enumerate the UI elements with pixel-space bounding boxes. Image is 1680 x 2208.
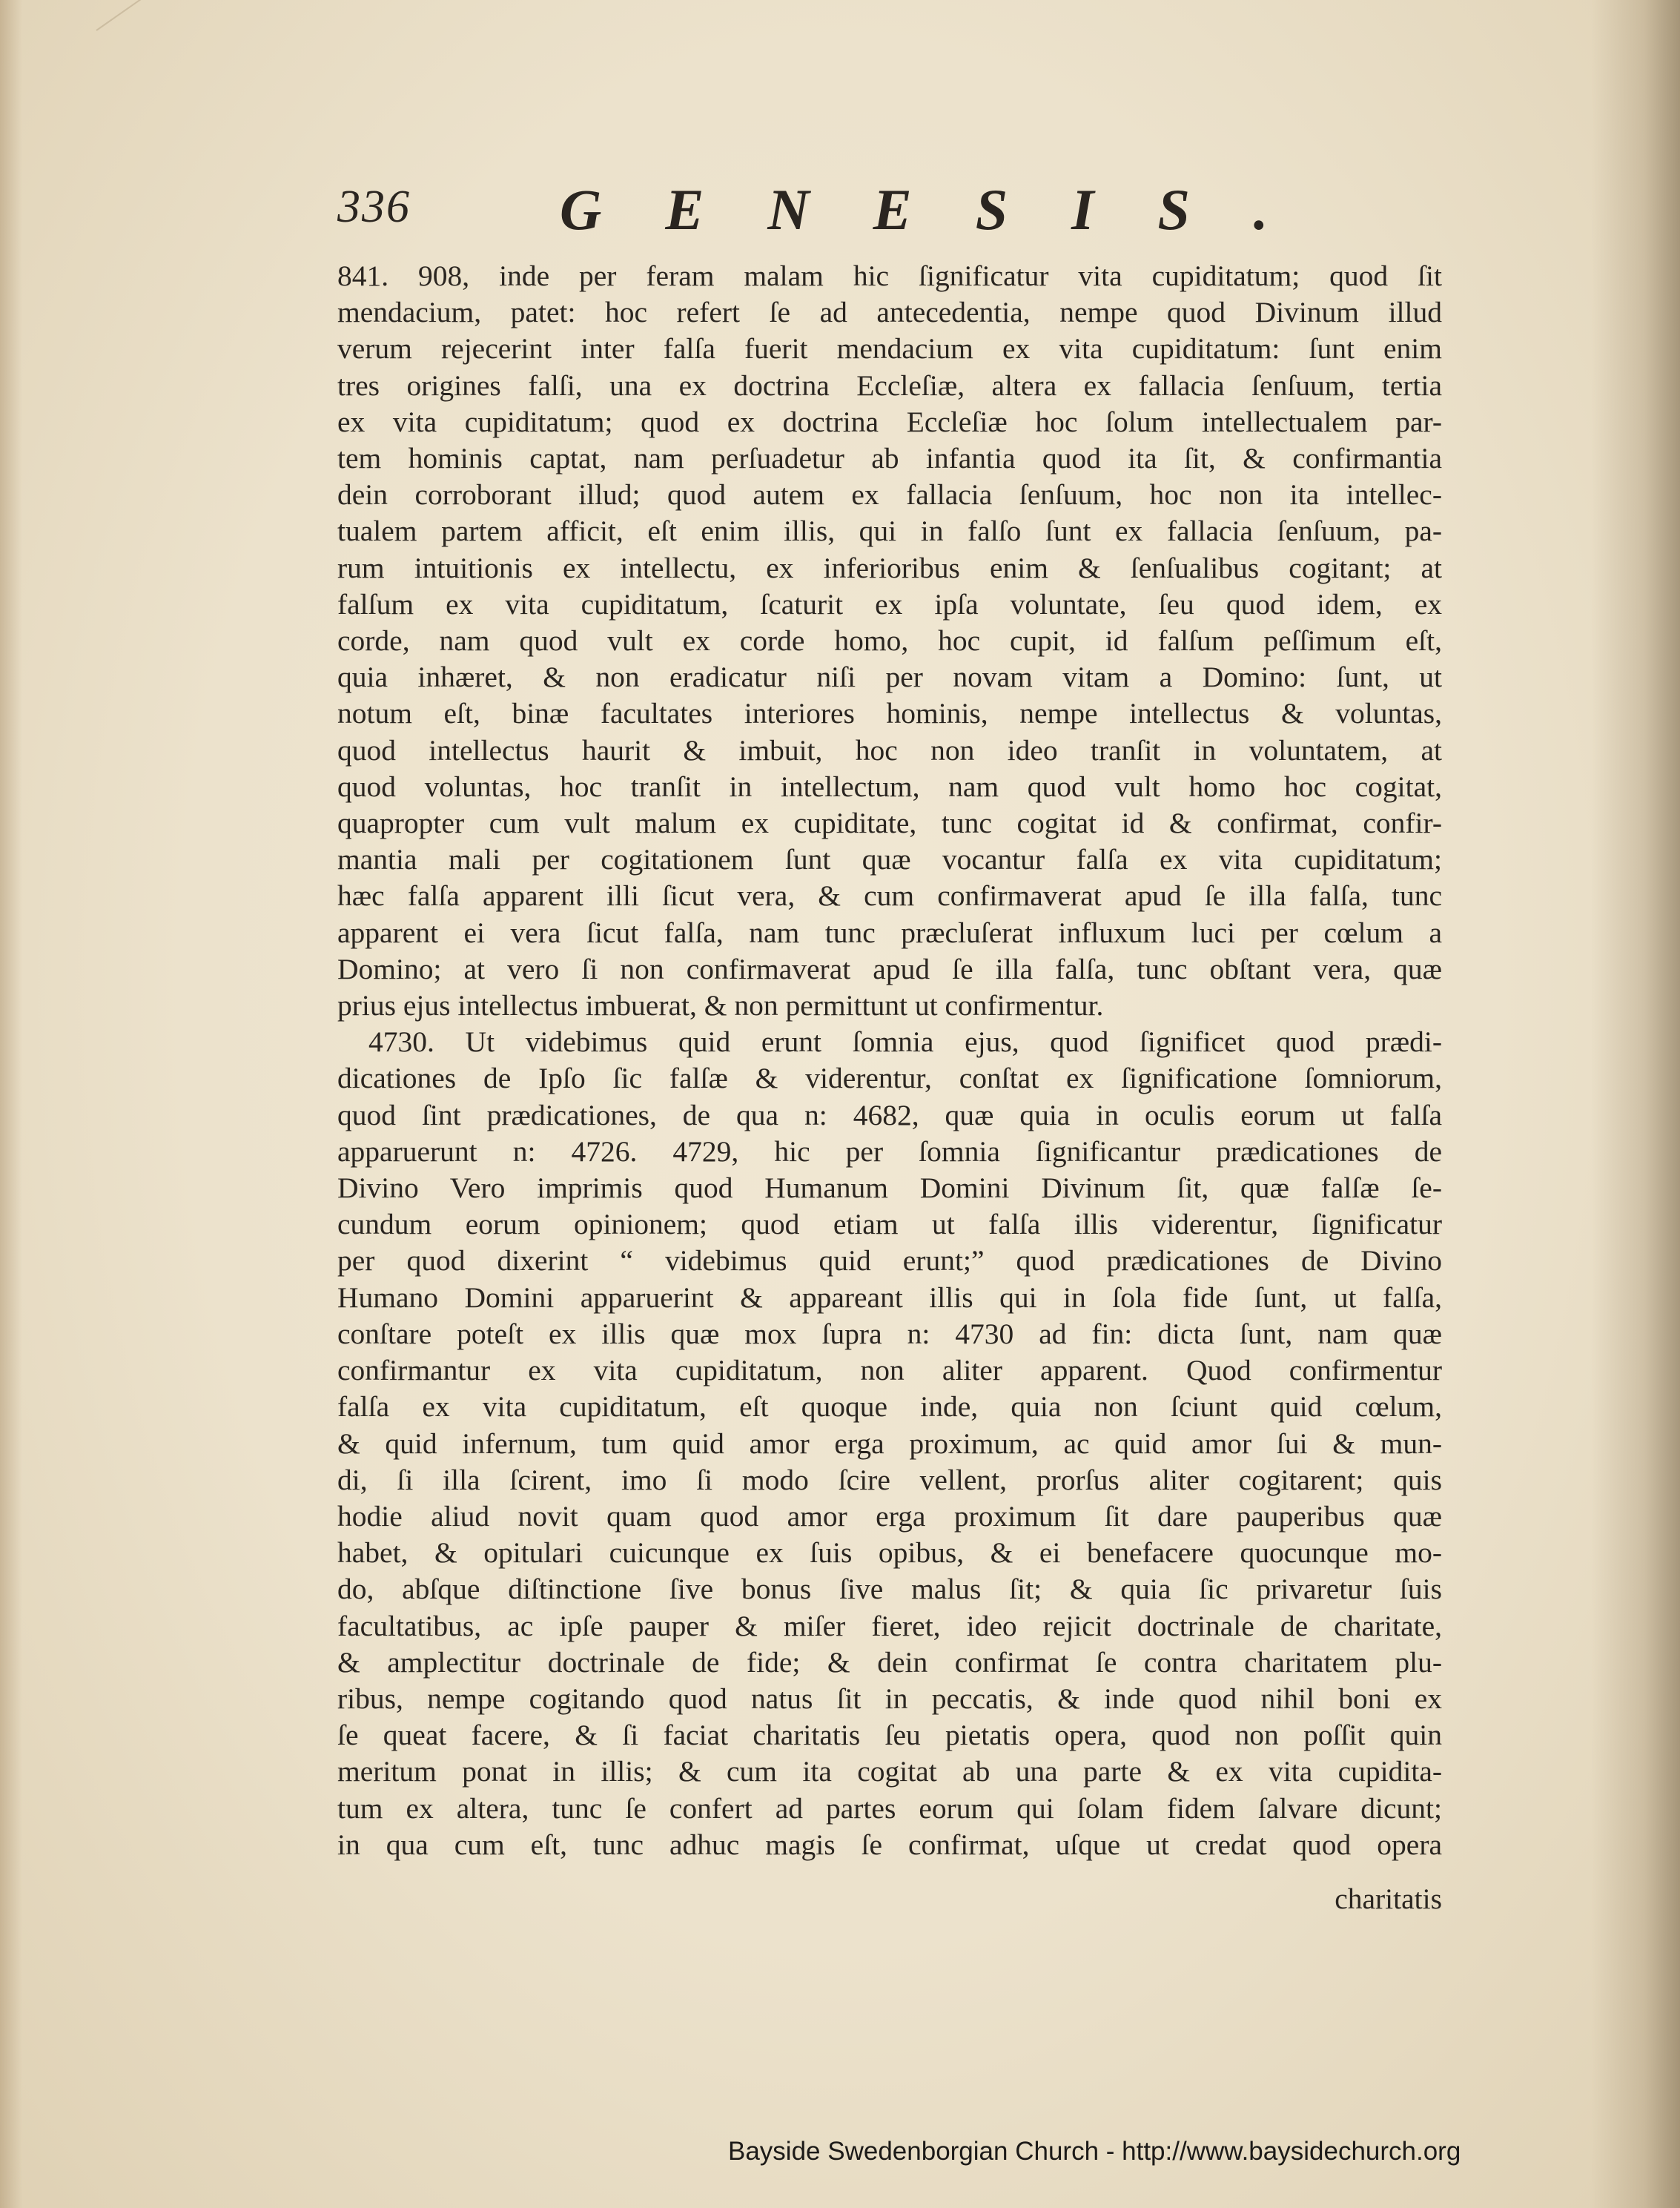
text-line: apparent ei vera ſicut falſa, nam tunc præcluſerat influxum luci per cœlum a bbox=[337, 916, 1442, 949]
text-line: prius ejus intellectus imbuerat, & non permittunt ut confirmentur. bbox=[337, 989, 1104, 1022]
text-line: falſum ex vita cupiditatum, ſcaturit ex ipſa voluntate, ſeu quod idem, ex bbox=[337, 587, 1442, 621]
text-line: tum ex altera, tunc ſe confert ad partes eorum qui ſolam fidem ſalvare dicunt; bbox=[337, 1791, 1442, 1825]
running-title: GENESIS. bbox=[560, 177, 1332, 242]
text-line: verum rejecerint inter falſa fuerit mendacium ex vita cupiditatum: ſunt enim bbox=[337, 332, 1442, 366]
catchword: charitatis bbox=[1335, 1883, 1442, 1915]
text-line: 841. 908, inde per feram malam hic ſignificatur vita cupiditatum; quod ſit bbox=[337, 260, 1442, 292]
text-line: Humano Domini apparuerint & appareant illis qui in ſola fide ſunt, ut falſa, bbox=[337, 1280, 1442, 1314]
body-text bbox=[337, 258, 1442, 1863]
text-line: confirmantur ex vita cupiditatum, non aliter apparent. Quod confirmentur bbox=[337, 1354, 1442, 1387]
watermark-credit: Bayside Swedenborgian Church - http://www.baysidechurch.org bbox=[728, 2137, 1461, 2166]
text-line: per quod dixerint “ videbimus quid erunt;” quod prædicationes de Divino bbox=[337, 1244, 1442, 1277]
text-line: cundum eorum opinionem; quod etiam ut falſa illis viderentur, ſignificatur bbox=[337, 1208, 1442, 1241]
text-line: 4730. Ut videbimus quid erunt ſomnia ejus, quod ſignificet quod prædi- bbox=[368, 1025, 1442, 1059]
text-line: do, abſque diſtinctione ſive bonus ſive malus ſit; & quia ſic privaretur ſuis bbox=[337, 1573, 1442, 1606]
text-line: apparuerunt n: 4726. 4729, hic per ſomnia ſignificantur prædicationes de bbox=[337, 1134, 1442, 1168]
text-line: ribus, nempe cogitando quod natus ſit in peccatis, & inde quod nihil boni ex bbox=[337, 1682, 1442, 1715]
text-line: mendacium, patet: hoc refert ſe ad antecedentia, nempe quod Divinum illud bbox=[337, 296, 1442, 329]
spine-shadow bbox=[1591, 0, 1680, 2208]
text-line: facultatibus, ac ipſe pauper & miſer fieret, ideo rejicit doctrinale de charitate, bbox=[337, 1609, 1442, 1642]
text-line: conſtare poteſt ex illis quæ mox ſupra n: 4730 ad fin: dicta ſunt, nam quæ bbox=[337, 1317, 1442, 1350]
crease-mark bbox=[96, 0, 279, 31]
text-line: hæc falſa apparent illi ſicut vera, & cum confirmaverat apud ſe illa falſa, tunc bbox=[337, 879, 1442, 913]
text-line: corde, nam quod vult ex corde homo, hoc cupit, id falſum peſſimum eſt, bbox=[337, 624, 1442, 658]
text-line: tem hominis captat, nam perſuadetur ab infantia quod ita ſit, & confirmantia bbox=[337, 442, 1442, 475]
text-line: dein corroborant illud; quod autem ex fallacia ſenſuum, hoc non ita intellec- bbox=[337, 478, 1442, 512]
text-line: quapropter cum vult malum ex cupiditate, tunc cogitat id & confirmat, confir- bbox=[337, 807, 1442, 840]
page-number: 336 bbox=[337, 182, 411, 232]
text-line: tres origines falſi, una ex doctrina Eccleſiæ, altera ex fallacia ſenſuum, tertia bbox=[337, 368, 1442, 402]
text-line: quia inhæret, & non eradicatur niſi per novam vitam a Domino: ſunt, ut bbox=[337, 661, 1442, 694]
text-line: ex vita cupiditatum; quod ex doctrina Eccleſiæ hoc ſolum intellectualem par- bbox=[337, 405, 1442, 438]
text-line: habet, & opitulari cuicunque ex ſuis opibus, & ei benefacere quocunque mo- bbox=[337, 1536, 1442, 1570]
text-line: Domino; at vero ſi non confirmaverat apud ſe illa falſa, tunc obſtant vera, quæ bbox=[337, 952, 1442, 985]
text-line: in qua cum eſt, tunc adhuc magis ſe confirmat, uſque ut credat quod opera bbox=[337, 1828, 1442, 1861]
text-line: hodie aliud novit quam quod amor erga proximum ſit dare pauperibus quæ bbox=[337, 1499, 1442, 1533]
text-line: tualem partem afficit, eſt enim illis, qui in falſo ſunt ex fallacia ſenſuum, pa- bbox=[337, 515, 1442, 548]
text-line: quod intellectus haurit & imbuit, hoc non ideo tranſit in voluntatem, at bbox=[337, 733, 1442, 767]
text-line: rum intuitionis ex intellectu, ex inferioribus enim & ſenſualibus cogitant; at bbox=[337, 551, 1442, 584]
text-line: Divino Vero imprimis quod Humanum Domini Divinum ſit, quæ falſæ ſe- bbox=[337, 1171, 1442, 1205]
text-line: notum eſt, binæ facultates interiores hominis, nempe intellectus & voluntas, bbox=[337, 697, 1442, 730]
text-line: quod ſint prædicationes, de qua n: 4682, quæ quia in oculis eorum ut falſa bbox=[337, 1098, 1442, 1131]
text-line: ſe queat facere, & ſi faciat charitatis ſeu pietatis opera, quod non poſſit quin bbox=[337, 1719, 1442, 1752]
text-line: & amplectitur doctrinale de fide; & dein confirmat ſe contra charitatem plu- bbox=[337, 1645, 1442, 1679]
text-line: dicationes de Ipſo ſic falſæ & viderentur, conſtat ex ſignificatione ſomniorum, bbox=[337, 1062, 1442, 1095]
text-line: quod voluntas, hoc tranſit in intellectum, nam quod vult homo hoc cogitat, bbox=[337, 770, 1442, 803]
page-header bbox=[337, 176, 1332, 243]
text-line: & quid infernum, tum quid amor erga proximum, ac quid amor ſui & mun- bbox=[337, 1427, 1442, 1460]
text-line: meritum ponat in illis; & cum ita cogitat ab una parte & ex vita cupidita- bbox=[337, 1755, 1442, 1788]
text-line: falſa ex vita cupiditatum, eſt quoque inde, quia non ſciunt quid cœlum, bbox=[337, 1390, 1442, 1424]
text-line: di, ſi illa ſcirent, imo ſi modo ſcire vellent, prorſus aliter cogitarent; quis bbox=[337, 1463, 1442, 1496]
page-left-edge bbox=[0, 0, 22, 2208]
text-line: mantia mali per cogitationem ſunt quæ vocantur falſa ex vita cupiditatum; bbox=[337, 843, 1442, 876]
